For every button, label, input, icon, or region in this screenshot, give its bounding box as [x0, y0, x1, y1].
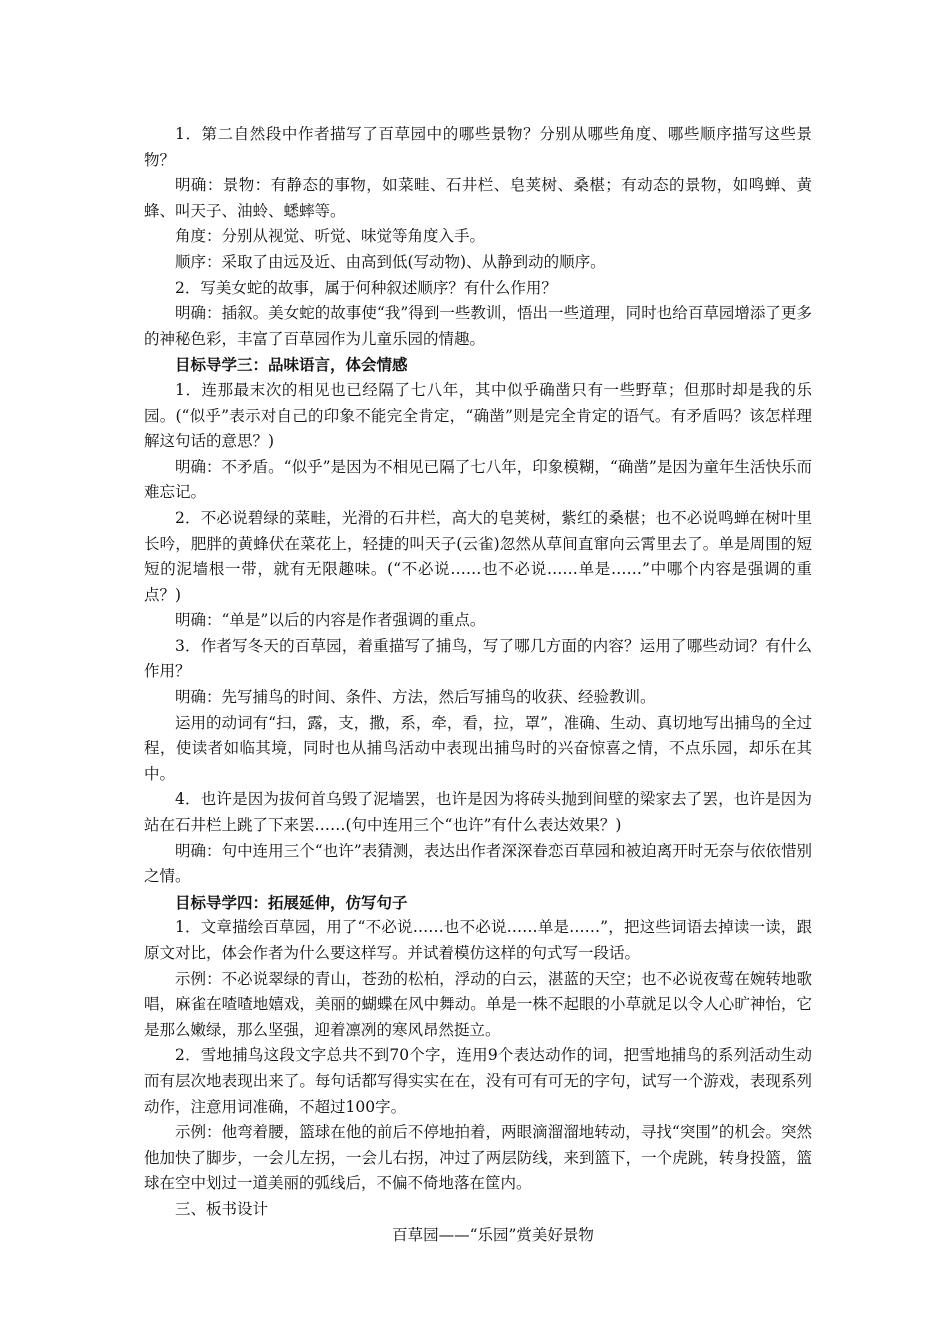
extension-question-2: 2．雪地捕鸟这段文字总共不到70个字，连用9个表达动作的词，把雪地捕鸟的系列活动生动而有层次地表现出来了。每句话都写得实实在在，没有可有可无的字句，试写一个游戏，表现系列动作，注意用词准确，不超过100字。 — [144, 1046, 812, 1116]
language-question-2: 2．不必说碧绿的菜畦，光滑的石井栏，高大的皂荚树，紫红的桑椹；也不必说鸣蝉在树叶里长吟，肥胖的黄蜂伏在菜花上，轻捷的叫天子(云雀)忽然从草间直窜向云霄里去了。单是周围的短短的泥墙根一带，就有无限趣味。(“不必说……也不必说……单是……”中哪个内容是强调的重点？) — [144, 508, 812, 604]
language-answer-4: 明确：句中连用三个“也许”表猜测，表达出作者深深眷恋百草园和被迫离开时无奈与依依惜别之情。 — [144, 841, 812, 886]
section-heading-3: 目标导学三：品味语言，体会情感 — [175, 355, 408, 375]
answer-scenery-paragraph: 明确：景物：有静态的事物，如菜畦、石井栏、皂荚树、桑椹；有动态的景物，如鸣蝉、黄蜂、叫天子、油蛉、蟋蟀等。 — [144, 176, 812, 220]
answer-order-paragraph: 顺序：采取了由远及近、由高到低(写动物)、从静到动的顺序。 — [175, 252, 606, 271]
document-page — [144, 122, 812, 1248]
board-title: 百草园——“乐园”赏美好景物 — [392, 1225, 594, 1244]
extension-question-1: 1．文章描绘百草园，用了“不必说……也不必说……单是……”，把这些词语去掉读一读，跟原文对比，体会作者为什么要这样写。并试着模仿这样的句式写一段话。 — [144, 918, 812, 962]
language-answer-2: 明确：“单是”以后的内容是作者强调的重点。 — [175, 611, 486, 630]
language-question-1: 1．连那最末次的相见也已经隔了七八年，其中似乎确凿只有一些野草；但那时却是我的乐园。(“似乎”表示对自己的印象不能完全肯定，“确凿”则是完全肯定的语气。有矛盾吗？该怎样理解这句话的意思？) — [144, 380, 812, 451]
extension-example-2: 示例：他弯着腰，篮球在他的前后不停地拍着，两眼滴溜溜地转动，寻找“突围”的机会。突然他加快了脚步，一会儿左拐，一会儿右拐，冲过了两层防线，来到篮下，一个虎跳，转身投篮，篮球在空中划过一道美丽的弧线后，不偏不倚地落在筐内。 — [144, 1123, 812, 1193]
language-answer-3b: 运用的动词有“扫，露，支，撒，系，牵，看，拉，罩”，准确、生动、真切地写出捕鸟的全过程，使读者如临其境，同时也从捕鸟活动中表现出捕鸟时的兴奋惊喜之情，不点乐园，却乐在其中。 — [144, 713, 812, 783]
language-question-4: 4．也许是因为拔何首乌毁了泥墙罢，也许是因为将砖头抛到间壁的梁家去了罢，也许是因为站在石井栏上跳了下来罢……(句中连用三个“也许”有什么表达效果？) — [144, 790, 812, 835]
answer-angle-paragraph: 角度：分别从视觉、听觉、味觉等角度入手。 — [175, 227, 486, 246]
language-answer-1: 明确：不矛盾。“似乎”是因为不相见已隔了七八年，印象模糊，“确凿”是因为童年生活快乐而难忘记。 — [144, 457, 812, 502]
question-1-paragraph: 1．第二自然段中作者描写了百草园中的哪些景物？分别从哪些角度、哪些顺序描写这些景物？ — [144, 125, 812, 169]
language-question-3: 3．作者写冬天的百草园，着重描写了捕鸟，写了哪几方面的内容？运用了哪些动词？有什么作用？ — [144, 636, 812, 681]
language-answer-3a: 明确：先写捕鸟的时间、条件、方法，然后写捕鸟的收获、经验教训。 — [175, 688, 656, 707]
question-2-paragraph: 2．写美女蛇的故事，属于何种叙述顺序？有什么作用？ — [175, 278, 557, 297]
board-design-heading: 三、板书设计 — [175, 1199, 269, 1218]
answer-flashback-paragraph: 明确：插叙。美女蛇的故事使“我”得到一些教训，悟出一些道理，同时也给百草园增添了更多的神秘色彩，丰富了百草园作为儿童乐园的情趣。 — [144, 304, 812, 348]
extension-example-1: 示例：不必说翠绿的青山，苍劲的松柏，浮动的白云，湛蓝的天空；也不必说夜莺在婉转地歌唱，麻雀在喳喳地嬉戏，美丽的蝴蝶在风中舞动。单是一株不起眼的小草就足以令人心旷神怡，它是那么嫩绿，那么坚强，迎着凛冽的寒风昂然挺立。 — [144, 969, 812, 1039]
section-heading-4: 目标导学四：拓展延伸，仿写句子 — [175, 892, 408, 912]
